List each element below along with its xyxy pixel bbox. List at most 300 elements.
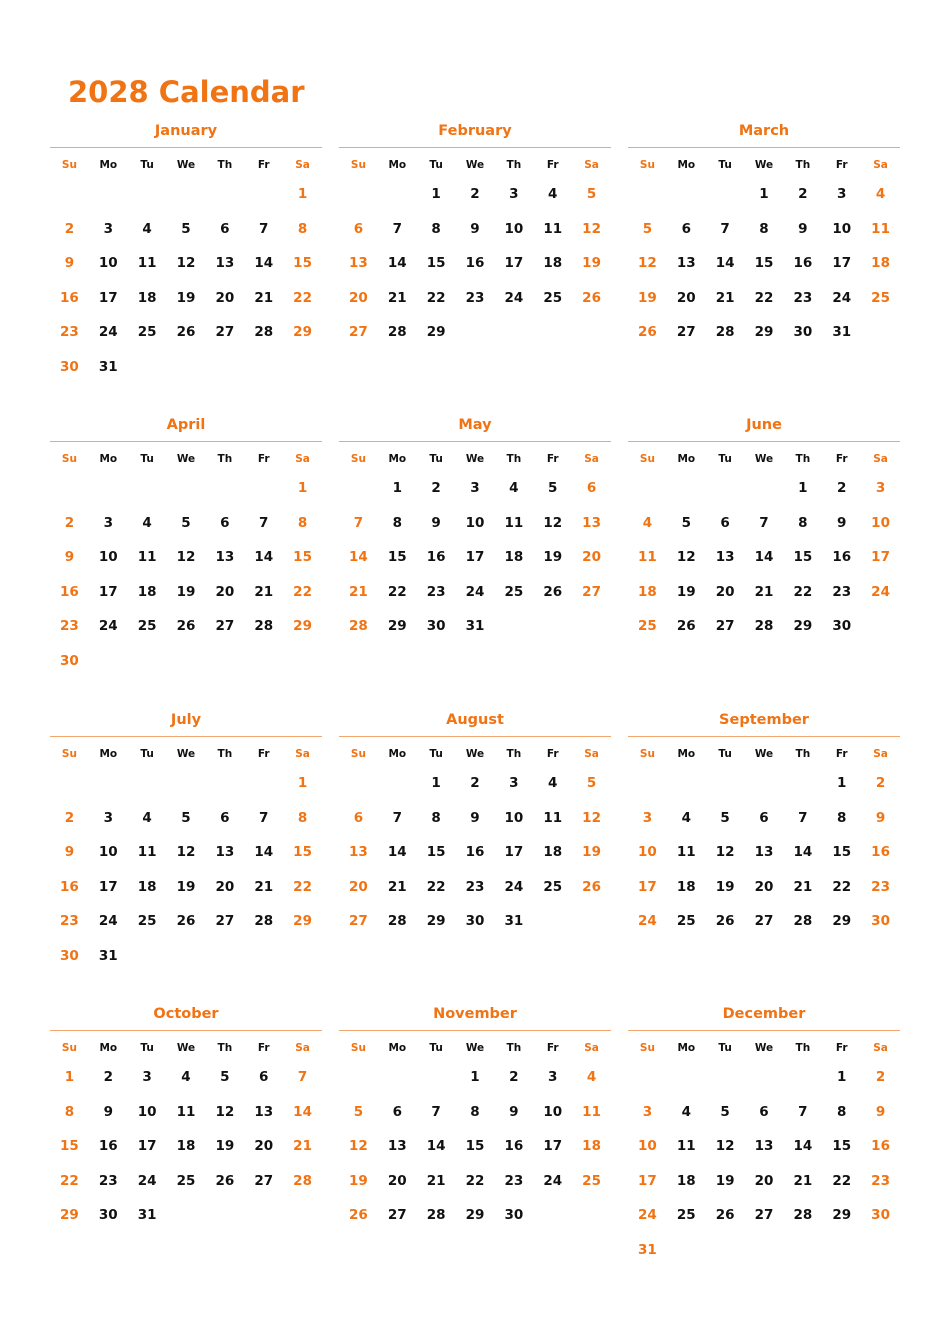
- day-cell: 13: [254, 1103, 274, 1120]
- day-cell: 26: [715, 1207, 735, 1223]
- empty-day-cell: [378, 771, 417, 806]
- month-april: [50, 414, 322, 694]
- weekday-header-row: [50, 450, 322, 468]
- day-cell: 19: [215, 1138, 235, 1154]
- day-cell: 22: [832, 878, 852, 895]
- weekday-label: Fr: [546, 748, 559, 760]
- day-cell: 23: [60, 618, 79, 634]
- day-cell: 27: [215, 324, 235, 340]
- weekday-header-row: [628, 1039, 900, 1057]
- empty-day-cell: [706, 476, 745, 511]
- days-grid: [50, 182, 322, 389]
- day-cell: 28: [254, 324, 274, 340]
- day-cell: 18: [543, 844, 563, 860]
- day-cell: 13: [215, 844, 235, 860]
- day-cell: 8: [297, 220, 308, 237]
- day-cell: 21: [715, 289, 735, 306]
- empty-day-cell: [783, 1065, 822, 1100]
- day-cell: 13: [715, 549, 735, 565]
- day-cell: 11: [504, 514, 524, 531]
- weekday-label: Th: [795, 159, 811, 171]
- month-november: [339, 1003, 611, 1283]
- day-cell: 12: [543, 514, 563, 531]
- day-cell: 26: [349, 1207, 368, 1223]
- weekday-label: Tu: [429, 1042, 443, 1054]
- day-cell: 11: [676, 844, 696, 860]
- weekday-label: Sa: [584, 1042, 599, 1054]
- month-name: December: [722, 1006, 806, 1022]
- day-cell: 3: [470, 480, 480, 496]
- day-cell: 13: [676, 255, 696, 271]
- day-cell: 5: [720, 809, 730, 826]
- day-cell: 23: [504, 1172, 524, 1189]
- day-cell: 2: [431, 480, 441, 496]
- day-cell: 19: [582, 255, 601, 271]
- day-cell: 3: [875, 480, 886, 496]
- empty-day-cell: [339, 182, 378, 217]
- empty-day-cell: [339, 771, 378, 806]
- day-cell: 10: [137, 1103, 157, 1120]
- day-cell: 28: [715, 324, 735, 340]
- day-cell: 27: [387, 1207, 407, 1223]
- weekday-label: Mo: [99, 748, 118, 760]
- day-cell: 20: [349, 878, 368, 895]
- weekday-header-row: [339, 1039, 611, 1057]
- day-cell: 22: [426, 289, 446, 306]
- day-cell: 12: [176, 255, 196, 271]
- empty-day-cell: [128, 771, 167, 806]
- day-cell: 17: [465, 549, 485, 565]
- day-cell: 27: [715, 618, 735, 634]
- empty-day-cell: [628, 1065, 667, 1100]
- day-cell: 7: [259, 809, 269, 826]
- day-cell: 6: [220, 514, 230, 531]
- day-cell: 2: [103, 1069, 113, 1085]
- empty-day-cell: [628, 771, 667, 806]
- weekday-label: Tu: [718, 159, 732, 171]
- empty-day-cell: [167, 771, 206, 806]
- day-cell: 31: [98, 358, 118, 375]
- empty-day-cell: [89, 476, 128, 511]
- day-cell: 30: [60, 652, 79, 669]
- day-cell: 29: [465, 1207, 485, 1223]
- day-cell: 15: [426, 844, 446, 860]
- day-cell: 7: [798, 809, 808, 826]
- day-cell: 26: [715, 913, 735, 929]
- month-divider: [50, 147, 322, 148]
- month-october: [50, 1003, 322, 1283]
- day-cell: 19: [638, 289, 657, 306]
- weekday-label: Mo: [99, 159, 118, 171]
- day-cell: 26: [176, 913, 196, 929]
- day-cell: 6: [220, 220, 230, 237]
- weekday-label: Th: [506, 159, 522, 171]
- empty-day-cell: [50, 476, 89, 511]
- weekday-label: Fr: [835, 453, 848, 465]
- day-cell: 15: [465, 1138, 485, 1154]
- day-cell: 11: [676, 1138, 696, 1154]
- day-cell: 12: [215, 1103, 235, 1120]
- day-cell: 27: [676, 324, 696, 340]
- day-cell: 6: [681, 220, 691, 237]
- day-cell: 31: [504, 913, 524, 929]
- day-cell: 21: [254, 289, 274, 306]
- day-cell: 31: [638, 1241, 657, 1258]
- days-grid: [339, 771, 611, 944]
- day-cell: 2: [64, 220, 75, 237]
- day-cell: 6: [720, 514, 730, 531]
- weekday-header-row: [50, 745, 322, 763]
- day-cell: 6: [586, 480, 597, 496]
- day-cell: 12: [176, 549, 196, 565]
- day-cell: 25: [676, 913, 696, 929]
- weekday-label: Mo: [388, 453, 407, 465]
- days-grid: [628, 771, 900, 944]
- day-cell: 10: [543, 1103, 563, 1120]
- weekday-label: Su: [639, 748, 655, 760]
- day-cell: 2: [509, 1069, 519, 1085]
- day-cell: 22: [754, 289, 774, 306]
- day-cell: 21: [293, 1138, 312, 1154]
- day-cell: 3: [548, 1069, 558, 1085]
- day-cell: 28: [254, 618, 274, 634]
- month-february: [339, 120, 611, 400]
- weekday-label: We: [176, 453, 196, 465]
- day-cell: 16: [793, 255, 813, 271]
- day-cell: 6: [759, 809, 769, 826]
- weekday-label: Mo: [388, 748, 407, 760]
- weekday-header-row: [628, 156, 900, 174]
- day-cell: 23: [793, 289, 813, 306]
- day-cell: 7: [720, 220, 730, 237]
- day-cell: 5: [181, 220, 191, 237]
- day-cell: 10: [504, 809, 524, 826]
- day-cell: 3: [103, 220, 113, 237]
- day-cell: 4: [586, 1069, 597, 1085]
- weekday-label: Tu: [429, 159, 443, 171]
- weekday-label: Sa: [295, 453, 310, 465]
- day-cell: 15: [832, 844, 852, 860]
- weekday-label: Tu: [429, 453, 443, 465]
- day-cell: 21: [387, 289, 407, 306]
- weekday-header-row: [50, 156, 322, 174]
- empty-day-cell: [50, 771, 89, 806]
- month-divider: [50, 736, 322, 737]
- day-cell: 15: [426, 255, 446, 271]
- month-name: April: [166, 417, 206, 433]
- day-cell: 2: [64, 514, 75, 531]
- day-cell: 23: [426, 583, 446, 600]
- day-cell: 25: [137, 324, 157, 340]
- day-cell: 12: [676, 549, 696, 565]
- empty-day-cell: [667, 476, 706, 511]
- empty-day-cell: [745, 1065, 784, 1100]
- weekday-label: Mo: [99, 1042, 118, 1054]
- day-cell: 25: [176, 1172, 196, 1189]
- day-cell: 30: [832, 618, 852, 634]
- day-cell: 29: [754, 324, 774, 340]
- month-name: June: [746, 417, 782, 433]
- day-cell: 1: [431, 186, 441, 202]
- day-cell: 3: [642, 1103, 653, 1120]
- day-cell: 14: [387, 844, 407, 860]
- weekday-label: Fr: [257, 1042, 270, 1054]
- day-cell: 23: [98, 1172, 118, 1189]
- day-cell: 8: [431, 220, 441, 237]
- month-december: [628, 1003, 900, 1283]
- weekday-label: Fr: [257, 453, 270, 465]
- day-cell: 31: [465, 618, 485, 634]
- days-grid: [628, 182, 900, 355]
- empty-day-cell: [50, 182, 89, 217]
- day-cell: 29: [293, 618, 312, 634]
- day-cell: 8: [431, 809, 441, 826]
- day-cell: 6: [353, 220, 364, 237]
- day-cell: 7: [297, 1069, 308, 1085]
- day-cell: 4: [681, 1103, 691, 1120]
- day-cell: 29: [60, 1207, 79, 1223]
- day-cell: 19: [176, 289, 196, 306]
- weekday-label: Su: [61, 159, 77, 171]
- day-cell: 18: [871, 255, 890, 271]
- weekday-label: We: [465, 453, 485, 465]
- empty-day-cell: [417, 1065, 456, 1100]
- day-cell: 16: [832, 549, 852, 565]
- empty-day-cell: [167, 476, 206, 511]
- weekday-label: Su: [350, 1042, 366, 1054]
- month-divider: [628, 736, 900, 737]
- weekday-label: Sa: [295, 159, 310, 171]
- day-cell: 7: [798, 1103, 808, 1120]
- days-grid: [50, 1065, 322, 1238]
- day-cell: 8: [759, 220, 769, 237]
- day-cell: 1: [798, 480, 808, 496]
- day-cell: 15: [832, 1138, 852, 1154]
- day-cell: 9: [875, 1103, 886, 1120]
- day-cell: 11: [137, 255, 157, 271]
- month-divider: [339, 1030, 611, 1031]
- weekday-label: Tu: [140, 159, 154, 171]
- day-cell: 27: [349, 324, 368, 340]
- month-divider: [628, 441, 900, 442]
- day-cell: 8: [798, 514, 808, 531]
- empty-day-cell: [667, 182, 706, 217]
- day-cell: 16: [465, 844, 485, 860]
- day-cell: 9: [103, 1103, 113, 1120]
- weekday-label: Sa: [873, 159, 888, 171]
- day-cell: 16: [60, 289, 79, 306]
- day-cell: 12: [715, 844, 735, 860]
- day-cell: 16: [60, 583, 79, 600]
- day-cell: 12: [638, 255, 657, 271]
- day-cell: 21: [793, 1172, 813, 1189]
- day-cell: 12: [176, 844, 196, 860]
- day-cell: 3: [509, 186, 519, 202]
- day-cell: 2: [875, 775, 886, 791]
- empty-day-cell: [628, 182, 667, 217]
- weekday-label: Tu: [718, 1042, 732, 1054]
- empty-day-cell: [89, 182, 128, 217]
- weekday-label: Mo: [677, 748, 696, 760]
- day-cell: 12: [349, 1138, 368, 1154]
- day-cell: 9: [798, 220, 808, 237]
- day-cell: 18: [638, 583, 657, 600]
- day-cell: 16: [60, 878, 79, 895]
- day-cell: 27: [215, 913, 235, 929]
- day-cell: 6: [220, 809, 230, 826]
- days-grid: [339, 1065, 611, 1238]
- day-cell: 21: [254, 583, 274, 600]
- weekday-label: We: [754, 159, 774, 171]
- weekday-label: We: [176, 748, 196, 760]
- day-cell: 30: [98, 1207, 118, 1223]
- weekday-label: Mo: [388, 1042, 407, 1054]
- day-cell: 5: [642, 220, 653, 237]
- weekday-label: We: [465, 159, 485, 171]
- weekday-label: Th: [506, 1042, 522, 1054]
- day-cell: 30: [465, 913, 485, 929]
- day-cell: 9: [64, 844, 75, 860]
- day-cell: 14: [426, 1138, 446, 1154]
- day-cell: 25: [871, 289, 890, 306]
- day-cell: 25: [504, 583, 524, 600]
- month-march: [628, 120, 900, 400]
- day-cell: 12: [715, 1138, 735, 1154]
- empty-day-cell: [745, 476, 784, 511]
- weekday-label: Su: [61, 1042, 77, 1054]
- day-cell: 26: [676, 618, 696, 634]
- day-cell: 19: [176, 583, 196, 600]
- month-name: May: [458, 417, 492, 433]
- day-cell: 27: [349, 913, 368, 929]
- day-cell: 1: [837, 775, 847, 791]
- empty-day-cell: [128, 182, 167, 217]
- day-cell: 8: [297, 514, 308, 531]
- day-cell: 23: [465, 289, 485, 306]
- day-cell: 13: [387, 1138, 407, 1154]
- day-cell: 2: [470, 186, 480, 202]
- day-cell: 13: [754, 1138, 774, 1154]
- weekday-label: Th: [217, 1042, 233, 1054]
- weekday-header-row: [628, 745, 900, 763]
- day-cell: 1: [470, 1069, 480, 1085]
- day-cell: 5: [181, 514, 191, 531]
- day-cell: 16: [426, 549, 446, 565]
- day-cell: 24: [98, 913, 118, 929]
- day-cell: 14: [254, 549, 274, 565]
- day-cell: 1: [297, 775, 308, 791]
- day-cell: 1: [392, 480, 402, 496]
- day-cell: 6: [353, 809, 364, 826]
- weekday-label: Sa: [873, 748, 888, 760]
- month-name: January: [154, 123, 218, 139]
- day-cell: 5: [586, 186, 597, 202]
- weekday-label: Th: [506, 453, 522, 465]
- day-cell: 8: [837, 809, 847, 826]
- day-cell: 20: [754, 1172, 774, 1189]
- day-cell: 18: [137, 878, 157, 895]
- day-cell: 11: [137, 549, 157, 565]
- day-cell: 6: [759, 1103, 769, 1120]
- weekday-label: Su: [350, 159, 366, 171]
- day-cell: 18: [676, 1172, 696, 1189]
- day-cell: 22: [60, 1172, 79, 1189]
- day-cell: 13: [754, 844, 774, 860]
- day-cell: 4: [142, 220, 152, 237]
- empty-day-cell: [706, 182, 745, 217]
- day-cell: 5: [720, 1103, 730, 1120]
- day-cell: 30: [60, 947, 79, 964]
- day-cell: 17: [504, 844, 524, 860]
- weekday-label: We: [176, 159, 196, 171]
- day-cell: 28: [793, 913, 813, 929]
- day-cell: 10: [871, 514, 890, 531]
- day-cell: 25: [137, 618, 157, 634]
- day-cell: 26: [215, 1172, 235, 1189]
- weekday-label: We: [176, 1042, 196, 1054]
- weekday-header-row: [339, 156, 611, 174]
- month-name: February: [438, 123, 512, 139]
- day-cell: 23: [465, 878, 485, 895]
- month-divider: [339, 736, 611, 737]
- day-cell: 20: [254, 1138, 274, 1154]
- day-cell: 3: [103, 809, 113, 826]
- day-cell: 9: [875, 809, 886, 826]
- day-cell: 2: [470, 775, 480, 791]
- day-cell: 24: [871, 583, 890, 600]
- weekday-label: Mo: [677, 453, 696, 465]
- day-cell: 26: [582, 878, 601, 895]
- month-name: September: [719, 712, 809, 728]
- day-cell: 20: [215, 878, 235, 895]
- day-cell: 22: [465, 1172, 485, 1189]
- day-cell: 14: [793, 1138, 813, 1154]
- month-january: [50, 120, 322, 400]
- day-cell: 13: [582, 514, 601, 531]
- day-cell: 10: [638, 844, 657, 860]
- weekday-label: Sa: [873, 1042, 888, 1054]
- empty-day-cell: [205, 771, 244, 806]
- day-cell: 8: [470, 1103, 480, 1120]
- day-cell: 22: [832, 1172, 852, 1189]
- day-cell: 24: [98, 324, 118, 340]
- weekday-label: Sa: [584, 453, 599, 465]
- day-cell: 28: [754, 618, 774, 634]
- weekday-label: Tu: [718, 748, 732, 760]
- day-cell: 10: [98, 549, 118, 565]
- day-cell: 3: [642, 809, 653, 826]
- day-cell: 24: [543, 1172, 563, 1189]
- weekday-label: Tu: [429, 748, 443, 760]
- day-cell: 9: [509, 1103, 519, 1120]
- day-cell: 25: [638, 618, 657, 634]
- day-cell: 15: [293, 549, 312, 565]
- day-cell: 15: [387, 549, 407, 565]
- empty-day-cell: [244, 182, 283, 217]
- day-cell: 25: [582, 1172, 601, 1189]
- day-cell: 2: [875, 1069, 886, 1085]
- day-cell: 28: [349, 618, 368, 634]
- day-cell: 9: [64, 255, 75, 271]
- day-cell: 4: [509, 480, 519, 496]
- empty-day-cell: [339, 476, 378, 511]
- day-cell: 27: [754, 1207, 774, 1223]
- day-cell: 23: [871, 878, 890, 895]
- day-cell: 7: [259, 220, 269, 237]
- day-cell: 17: [871, 549, 890, 565]
- day-cell: 20: [215, 583, 235, 600]
- day-cell: 1: [837, 1069, 847, 1085]
